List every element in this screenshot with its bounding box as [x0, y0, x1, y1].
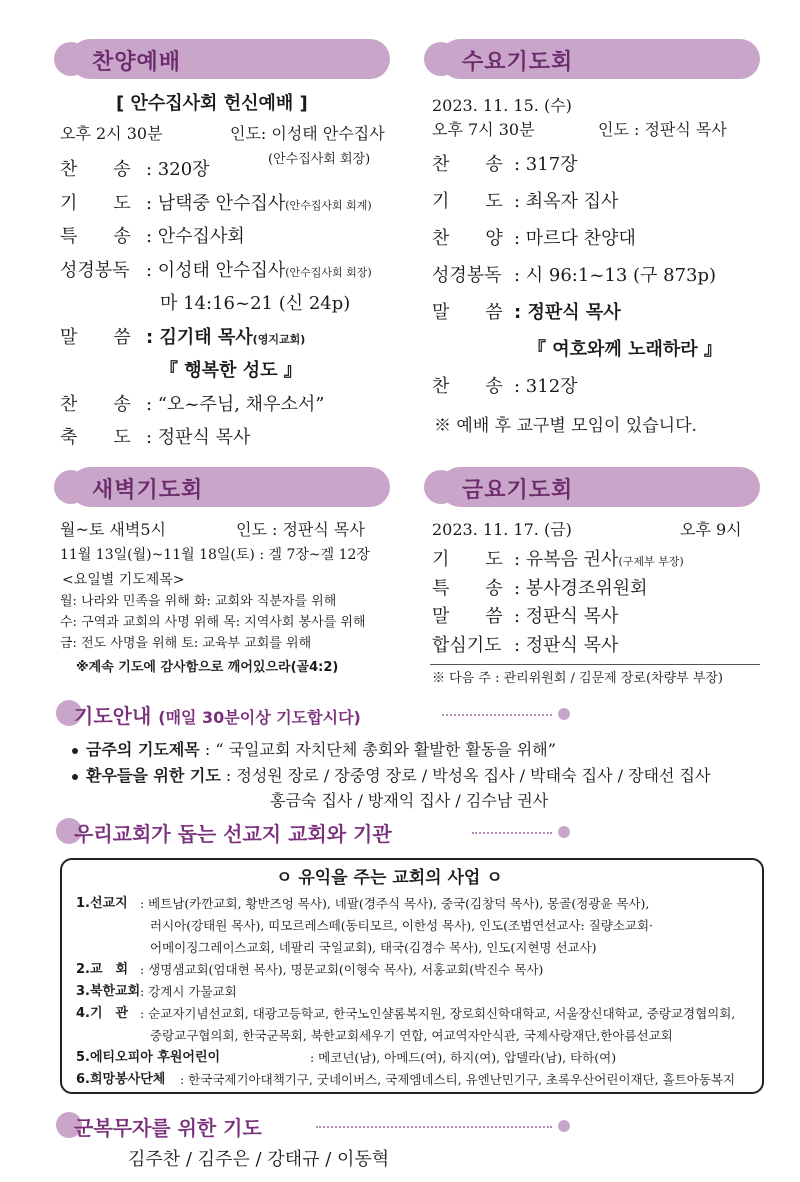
end-dot: [558, 826, 570, 838]
wednesday-time: 오후 7시 30분: [432, 120, 535, 139]
friday-title: 금요기도회: [462, 478, 574, 503]
program-note: (안수집사회 회장): [285, 265, 372, 279]
dawn-topic-line: 월: 나라와 민족을 위해 화: 교회와 직분자를 위해: [60, 594, 337, 609]
dawn-leader: 인도 : 정판식 목사: [236, 520, 365, 539]
missions-box-title: ㅇ 유익을 주는 교회의 사업 ㅇ: [276, 868, 503, 888]
program-label: 성경봉독: [60, 259, 130, 281]
program-label: 찬 송: [60, 159, 131, 180]
military-names: 김주찬 / 김주은 / 강태규 / 이동혁: [128, 1149, 390, 1170]
program-label: 말 씀: [60, 326, 131, 348]
divider: [430, 664, 760, 665]
program-value: : 봉사경조위원회: [514, 577, 648, 599]
dotted-rule: [442, 714, 552, 716]
program-value: : 김기태 목사(영지교회): [146, 326, 306, 348]
friday-next: ※ 다음 주 : 관리위원회 / 김문제 장로(차량부 부장): [432, 671, 724, 686]
program-value: : 시 96:1~13 (구 873p): [514, 265, 717, 286]
end-dot: [558, 708, 570, 720]
program-value: : 정판식 목사: [514, 634, 619, 656]
mission-line: 어메이징그레이스교회, 네팔리 국일교회), 태국(김경수 목사), 인도(지현명 선교사): [150, 940, 597, 955]
sunday-subtitle: [ 안수집사회 헌신예배 ]: [116, 93, 308, 114]
program-value: : 유복음 권사(구제부 부장): [514, 549, 684, 570]
program-note: (영지교회): [252, 332, 306, 346]
program-value: : 안수집사회: [146, 226, 245, 247]
sunday-time: 오후 2시 30분: [60, 124, 163, 143]
friday-time: 오후 9시: [680, 520, 742, 539]
military-title: 군복무자를 위한 기도: [74, 1116, 262, 1140]
mission-line: 러시아(강태원 목사), 띠모르레스떼(동티모르, 이한성 목사), 인도(조범연선교사: 질량소교회·: [150, 918, 654, 933]
program-label: 특 송: [60, 226, 131, 247]
program-value: : 남택중 안수집사(안수집사회 회계): [146, 192, 372, 214]
mission-line: : 순교자기념선교회, 대광고등학교, 한국노인샬롬복지원, 장로회신학대학교, 서울장신대학교, 중랑교경협의회,: [140, 1006, 736, 1021]
program-value: : 317장: [514, 154, 578, 175]
mission-line: : 한국국제기아대책기구, 굿네이버스, 국제엠네스티, 유엔난민기구, 초록우산어린이재단, 홀트아동복지: [180, 1072, 736, 1087]
dotted-rule: [316, 1126, 552, 1128]
program-value: : 320장: [146, 159, 210, 180]
program-label: 말 씀: [432, 606, 503, 627]
mission-label: 6.희망봉사단체: [76, 1072, 166, 1087]
program-label: 말 씀: [432, 302, 503, 323]
program-value: : 정판식 목사: [146, 427, 251, 448]
program-value: 『 행복한 성도 』: [160, 360, 302, 381]
program-value: : 312장: [514, 376, 578, 397]
wednesday-title: 수요기도회: [462, 50, 574, 75]
mission-line: : 생명샘교회(엄대현 목사), 명문교회(이형숙 목사), 서홍교회(박진수 목사): [140, 962, 544, 977]
program-note: (안수집사회 회계): [285, 198, 372, 212]
mission-label: 5.에티오피아 후원어린이: [76, 1050, 221, 1065]
wednesday-date: 2023. 11. 15. (수): [432, 96, 572, 115]
missions-title: 우리교회가 돕는 선교지 교회와 기관: [74, 822, 392, 846]
program-value: : 정판식 목사: [514, 302, 621, 323]
program-label: 기 도: [432, 191, 503, 212]
weekly-prayer: 금주의 기도제목 : “ 국일교회 자치단체 총회와 활발한 활동을 위해”: [72, 740, 556, 760]
dawn-days: 월~토 새벽5시: [60, 520, 166, 539]
program-value: : 정판식 목사: [514, 606, 619, 627]
sunday-leader-note: (안수집사회 회장): [268, 152, 371, 167]
mission-line: : 강계시 가물교회: [140, 984, 237, 999]
mission-line: : 베트남(카깐교회, 황반즈엉 목사), 네팔(경주식 목사), 중국(김창덕 목사), 몽골(정광윤 목사),: [140, 896, 650, 911]
program-label: 기 도: [60, 192, 131, 214]
program-value: 『 여호와께 노래하라 』: [528, 339, 722, 360]
wednesday-leader: 인도 : 정판식 목사: [598, 120, 727, 139]
dawn-topic-line: 금: 전도 사명을 위해 토: 교육부 교회를 위해: [60, 636, 312, 651]
program-label: 찬 송: [60, 393, 131, 415]
program-value: 마 14:16~21 (신 24p): [160, 293, 351, 314]
dotted-rule: [472, 832, 552, 834]
program-label: 찬 송: [432, 154, 503, 175]
program-label: 축 도: [60, 427, 131, 448]
mission-line: 중랑교구협의회, 한국군목회, 북한교회세우기 연합, 여교역자안식관, 국제사랑재단,한아름선교회: [150, 1028, 673, 1043]
dawn-range: 11월 13일(월)~11월 18일(토) : 겔 7장~겔 12장: [60, 547, 370, 563]
program-label: 찬 양: [432, 228, 503, 249]
program-value: : 최옥자 집사: [514, 191, 619, 212]
mission-line: : 메코넌(남), 아메드(여), 하지(여), 압델라(남), 타하(여): [310, 1050, 617, 1065]
program-value: : “오~주님, 채우소서”: [146, 393, 325, 415]
program-label: 성경봉독: [432, 265, 502, 286]
sunday-title: 찬양예배: [92, 50, 182, 75]
program-label: 특 송: [432, 577, 503, 599]
mission-label: 2.교 회: [76, 962, 129, 977]
sick-prayer: 환우들을 위한 기도 : 정성원 장로 / 장중영 장로 / 박성옥 집사 / 박태숙 집사 / 장태선 집사: [72, 766, 710, 786]
program-note: (구제부 부장): [618, 555, 684, 568]
dawn-topic-line: 수: 구역과 교회의 사명 위해 목: 지역사회 봉사를 위해: [60, 615, 366, 630]
sick-prayer-cont: 홍금숙 집사 / 방재익 집사 / 김수남 권사: [270, 791, 549, 810]
bullet: [72, 774, 78, 780]
sunday-leader: 인도: 이성태 안수집사: [230, 124, 385, 143]
dawn-title: 새벽기도회: [92, 478, 204, 503]
prayer-guide-title: 기도안내 (매일 30분이상 기도합시다): [74, 704, 361, 728]
mission-label: 3.북한교회: [76, 984, 141, 999]
program-value: : 이성태 안수집사(안수집사회 회장): [146, 259, 372, 281]
dawn-topics-label: <요일별 기도제목>: [62, 572, 185, 588]
bullet: [72, 748, 78, 754]
friday-date: 2023. 11. 17. (금): [432, 520, 572, 539]
dawn-verse: ※계속 기도에 감사함으로 깨어있으라(골4:2): [76, 660, 339, 675]
program-label: 기 도: [432, 549, 503, 570]
wednesday-notice: ※ 예배 후 교구별 모임이 있습니다.: [434, 416, 697, 436]
program-label: 찬 송: [432, 376, 503, 397]
mission-label: 4.기 관: [76, 1006, 129, 1021]
mission-label: 1.선교지: [76, 896, 128, 911]
program-label: 합심기도: [432, 634, 502, 656]
end-dot: [558, 1120, 570, 1132]
program-value: : 마르다 찬양대: [514, 228, 636, 249]
